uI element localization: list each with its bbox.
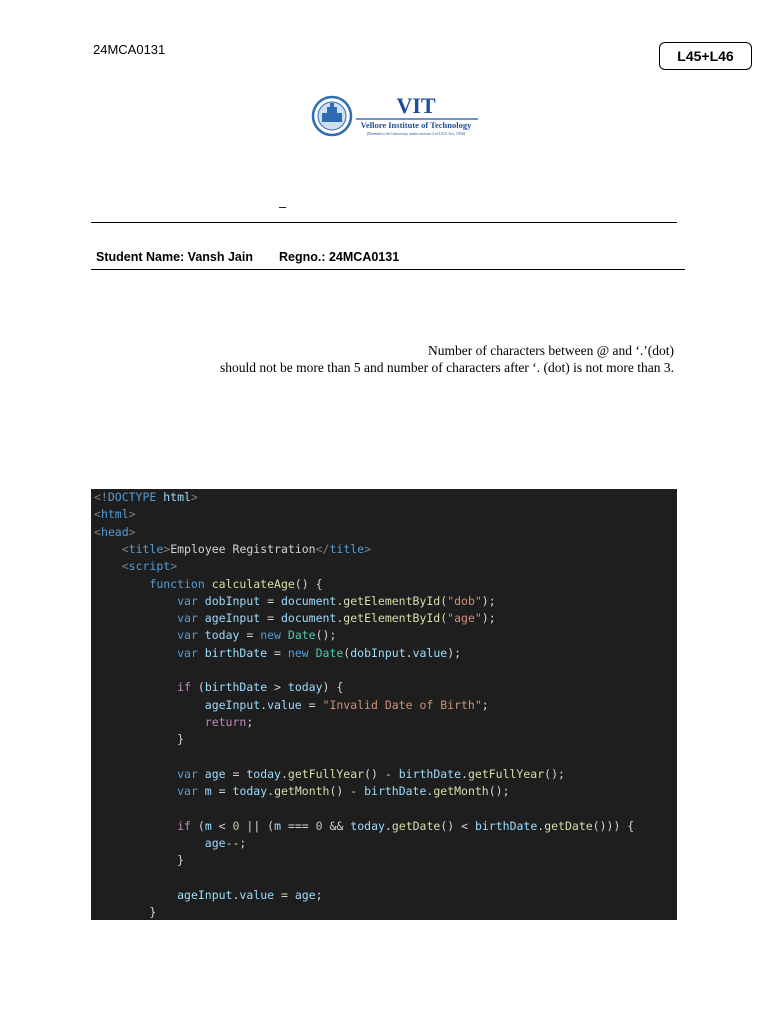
code-token: () < bbox=[440, 818, 475, 833]
code-line bbox=[94, 852, 184, 869]
code-token: DOCTYPE bbox=[107, 490, 164, 504]
code-token: dobInput bbox=[204, 593, 261, 608]
code-token: > bbox=[128, 507, 136, 522]
code-token: < bbox=[121, 559, 129, 574]
code-token: () - bbox=[329, 784, 365, 799]
code-token: if bbox=[177, 680, 198, 695]
code-token: m bbox=[204, 784, 212, 799]
code-token: > bbox=[364, 541, 372, 556]
code-line bbox=[94, 541, 371, 558]
code-token: Date bbox=[315, 645, 344, 660]
code-token: > bbox=[190, 490, 198, 504]
title-dash: – bbox=[279, 199, 287, 214]
code-token: = bbox=[260, 593, 281, 608]
code-token: ; bbox=[246, 714, 254, 729]
code-token: < bbox=[121, 541, 129, 556]
code-line bbox=[94, 731, 184, 748]
code-token: < bbox=[94, 524, 101, 539]
code-token: ( bbox=[440, 593, 448, 608]
code-token: . bbox=[280, 766, 288, 781]
code-token: Employee Registration bbox=[170, 541, 316, 556]
code-token: ); bbox=[447, 645, 462, 660]
code-line bbox=[94, 489, 198, 506]
code-line bbox=[94, 697, 489, 714]
code-token: . bbox=[336, 611, 344, 626]
code-line bbox=[94, 783, 510, 800]
code-token: ageInput bbox=[204, 611, 261, 626]
code-token: (); bbox=[315, 628, 337, 643]
code-token: && bbox=[322, 818, 351, 833]
header-regno: 24MCA0131 bbox=[93, 42, 166, 57]
code-token: === bbox=[281, 818, 316, 833]
code-token: getFullYear bbox=[287, 766, 365, 781]
code-token: --; bbox=[225, 836, 247, 850]
code-token: var bbox=[177, 645, 205, 660]
code-token: html bbox=[163, 490, 191, 504]
code-token: getElementById bbox=[343, 611, 441, 626]
slot-badge: L45+L46 bbox=[659, 42, 752, 70]
code-token: new bbox=[287, 645, 316, 660]
code-line bbox=[94, 714, 253, 731]
code-token: . bbox=[405, 645, 413, 660]
code-token: </ bbox=[315, 541, 330, 556]
code-token: . bbox=[336, 593, 344, 608]
code-token: var bbox=[177, 593, 205, 608]
code-token: value bbox=[412, 645, 448, 660]
student-name: Student Name: Vansh Jain bbox=[96, 250, 253, 264]
vit-logo bbox=[310, 93, 480, 139]
code-token: > bbox=[163, 541, 171, 556]
code-token: value bbox=[267, 697, 302, 712]
divider-bottom bbox=[91, 269, 685, 270]
code-token: () { bbox=[294, 576, 323, 591]
code-line bbox=[94, 593, 496, 610]
code-token: = bbox=[211, 784, 233, 799]
code-token: if bbox=[177, 818, 198, 833]
code-line bbox=[94, 576, 323, 593]
code-screenshot bbox=[91, 489, 677, 920]
code-line bbox=[94, 766, 565, 783]
code-token: getMonth bbox=[274, 784, 330, 799]
code-token: < bbox=[211, 818, 233, 833]
code-token: getFullYear bbox=[467, 766, 545, 781]
code-token: birthDate bbox=[364, 784, 427, 799]
code-token: birthDate bbox=[204, 645, 268, 660]
code-token: (); bbox=[488, 784, 510, 799]
code-token: . bbox=[537, 818, 545, 833]
code-token: birthDate bbox=[204, 680, 268, 695]
code-token: html bbox=[100, 507, 129, 522]
code-token: var bbox=[177, 784, 205, 799]
code-token: > bbox=[128, 524, 136, 539]
code-token: = bbox=[274, 887, 295, 902]
code-token: birthDate bbox=[474, 818, 538, 833]
code-token: "dob" bbox=[447, 593, 482, 608]
code-token: = bbox=[225, 766, 247, 781]
code-token: today bbox=[204, 628, 240, 643]
code-token: var bbox=[177, 628, 205, 643]
code-token: return bbox=[204, 714, 247, 729]
code-token: . bbox=[260, 697, 268, 712]
code-token: var bbox=[177, 611, 205, 626]
code-token: getMonth bbox=[433, 784, 489, 799]
student-regno: Regno.: 24MCA0131 bbox=[278, 250, 400, 264]
code-token: ; bbox=[481, 697, 489, 712]
code-token: var bbox=[177, 766, 205, 781]
university-seal-icon bbox=[313, 97, 351, 135]
code-token: > bbox=[170, 559, 178, 574]
code-token: head bbox=[100, 524, 129, 539]
code-token: age bbox=[204, 836, 226, 850]
code-token: m bbox=[204, 818, 212, 833]
code-token: getDate bbox=[544, 818, 593, 833]
code-line bbox=[94, 835, 246, 852]
code-token: } bbox=[177, 853, 185, 868]
code-token: age bbox=[294, 887, 316, 902]
code-token: document bbox=[280, 611, 337, 626]
logo-name: VIT bbox=[396, 93, 436, 118]
code-token: = bbox=[239, 628, 261, 643]
code-token: birthDate bbox=[398, 766, 462, 781]
code-token: > bbox=[267, 680, 288, 695]
code-token: . bbox=[384, 818, 392, 833]
code-line bbox=[94, 610, 496, 627]
code-token: () - bbox=[364, 766, 399, 781]
code-token: value bbox=[239, 887, 275, 902]
code-token: = bbox=[267, 645, 288, 660]
code-token: today bbox=[287, 680, 323, 695]
code-token: ())) { bbox=[592, 818, 635, 833]
code-token: today bbox=[246, 766, 281, 781]
code-token: } bbox=[177, 732, 185, 747]
logo-tagline: (Deemed to be University under section 3 of UGC Act, 1956) bbox=[366, 131, 466, 136]
code-line bbox=[94, 818, 634, 835]
code-token: getElementById bbox=[343, 593, 441, 608]
code-token: 0 bbox=[232, 818, 240, 833]
code-token: . bbox=[232, 887, 240, 902]
code-token: (); bbox=[544, 766, 565, 781]
code-token: getDate bbox=[391, 818, 441, 833]
logo-subtitle: Vellore Institute of Technology bbox=[360, 120, 472, 130]
code-token: ); bbox=[481, 593, 496, 608]
code-token: script bbox=[128, 559, 171, 574]
code-token: } bbox=[149, 905, 157, 920]
code-token: m bbox=[274, 818, 282, 833]
code-line bbox=[94, 887, 323, 904]
code-token: ( bbox=[197, 680, 205, 695]
code-token: = bbox=[301, 697, 323, 712]
code-token: ; bbox=[315, 887, 323, 902]
code-line bbox=[94, 558, 177, 575]
code-token: ( bbox=[343, 645, 351, 660]
code-token: age bbox=[204, 766, 226, 781]
paragraph-line-1: Number of characters between @ and ‘.’(dot) bbox=[428, 343, 674, 358]
code-line bbox=[94, 645, 461, 662]
code-token: . bbox=[461, 766, 468, 781]
code-token: title bbox=[329, 541, 365, 556]
code-token: || ( bbox=[239, 818, 275, 833]
code-token: function bbox=[149, 576, 212, 591]
code-line bbox=[94, 506, 136, 523]
code-token: . bbox=[426, 784, 434, 799]
code-token: document bbox=[280, 593, 337, 608]
code-token: title bbox=[128, 541, 164, 556]
code-token: ( bbox=[440, 611, 448, 626]
code-token: today bbox=[350, 818, 385, 833]
code-token: new bbox=[260, 628, 288, 643]
code-token: "Invalid Date of Birth" bbox=[322, 697, 482, 712]
code-token: ); bbox=[481, 611, 496, 626]
code-token: ageInput bbox=[177, 887, 233, 902]
code-token: "age" bbox=[447, 611, 482, 626]
code-token: <! bbox=[94, 490, 108, 504]
code-token: ( bbox=[197, 818, 205, 833]
code-token: 0 bbox=[315, 818, 323, 833]
paragraph-line-2: should not be more than 5 and number of characters after ‘. (dot) is not more than 3. bbox=[220, 360, 674, 375]
student-info bbox=[96, 250, 399, 264]
code-token: < bbox=[94, 507, 101, 522]
code-line bbox=[94, 679, 343, 696]
code-token: ageInput bbox=[204, 697, 261, 712]
code-token: dobInput bbox=[350, 645, 406, 660]
code-line bbox=[94, 627, 336, 644]
code-token: today bbox=[232, 784, 268, 799]
code-line bbox=[94, 524, 136, 541]
code-token: . bbox=[267, 784, 275, 799]
code-line bbox=[94, 904, 156, 920]
code-token: ) { bbox=[322, 680, 344, 695]
divider-top bbox=[91, 222, 677, 223]
code-token: = bbox=[260, 611, 281, 626]
code-token: Date bbox=[287, 628, 316, 643]
code-token: calculateAge bbox=[211, 576, 295, 591]
